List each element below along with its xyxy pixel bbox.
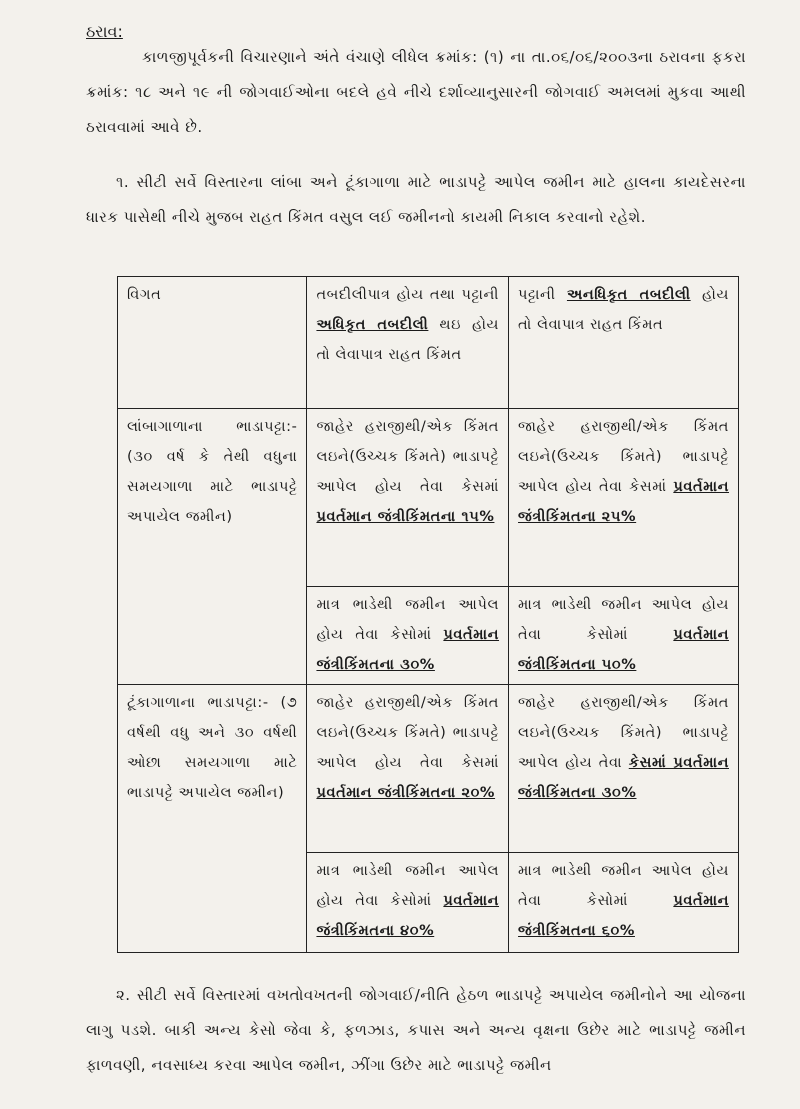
short-term-rent-unauthorized-cell bbox=[509, 853, 739, 953]
cell-underlined-rate: પ્રવર્તમાન જંત્રીકિંમતના ૧૫% bbox=[316, 509, 495, 525]
clause-2-paragraph: ૨. સીટી સર્વે વિસ્તારમાં વખતોવખતની જોગવાઈ/નીતિ હેઠળ ભાડાપટ્ટે અપાયેલ જમીનોને આ યોજના લાગુ પડશે. બાકી અન્ય કેસો જેવા કે, ફળઝાડ, કપાસ અને અન્ય વૃક્ષના ઉછેર માટે ભાડાપટ્ટે જમીન ફાળવણી, નવસાધ્ય કરવા આપેલ જમીન, ઝીંગા ઉછેર માટે ભાડાપટ્ટે જમીન bbox=[86, 986, 746, 1074]
short-term-auction-authorized-cell bbox=[307, 685, 509, 853]
header-detail-text: વિગત bbox=[127, 287, 162, 303]
cell-underlined-rate: પ્રવર્તમાન જંત્રીકિંમતના ૪૦% bbox=[316, 893, 500, 939]
long-term-label-cell bbox=[118, 409, 307, 685]
header-unauthorized-cell bbox=[509, 277, 739, 409]
cell-underlined-rate: પ્રવર્તમાન જંત્રીકિંમતના ૨૦% bbox=[316, 785, 496, 801]
short-term-auction-unauthorized-cell bbox=[509, 685, 739, 853]
short-term-rent-authorized-cell bbox=[307, 853, 509, 953]
cell-text: જાહેર હરાજીથી/એક કિંમત લઇને(ઉચ્ચક કિંમતે) ભાડાપટ્ટે આપેલ હોય તેવા કેસમાં bbox=[518, 419, 729, 495]
long-term-auction-authorized-cell bbox=[307, 409, 509, 587]
clause-1-paragraph: ૧. સીટી સર્વે વિસ્તારના લાંબા અને ટૂંકાગાળા માટે ભાડાપટ્ટે આપેલ જમીન માટે હાલના કાયદેસરના ધારક પાસેથી નીચે મુજબ રાહત કિંમત વસુલ લઈ જમીનનો કાયમી નિકાલ કરવાનો રહેશે. bbox=[86, 173, 746, 226]
header-authorized-cell bbox=[307, 277, 509, 409]
header-authorized-underlined: અધિકૃત તબદીલી bbox=[316, 317, 429, 333]
cell-underlined-rate: કેસમાં પ્રવર્તમાન જંત્રીકિંમતના ૩૦% bbox=[518, 755, 729, 801]
long-term-label: લાંબાગાળાના ભાડાપટ્ટા:- (૩૦ વર્ષ કે તેથી વધુના સમયગાળા માટે ભાડાપટ્ટે અપાયેલ જમીન) bbox=[127, 419, 298, 525]
long-term-rent-authorized-cell bbox=[307, 587, 509, 685]
cell-text: માત્ર ભાડેથી જમીન આપેલ હોય તેવા કેસોમાં bbox=[518, 597, 729, 643]
cell-text: જાહેર હરાજીથી/એક કિંમત લઇને(ઉચ્ચક કિંમતે) ભાડાપટ્ટે આપેલ હોય તેવા કેસમાં bbox=[316, 419, 500, 495]
resolution-heading: ઠરાવ: bbox=[86, 22, 123, 41]
cell-text: જાહેર હરાજીથી/એક કિંમત લઇને(ઉચ્ચક કિંમતે) ભાડાપટ્ટે આપેલ હોય તેવા કેસમાં bbox=[316, 695, 500, 771]
cell-text: માત્ર ભાડેથી જમીન આપેલ હોય તેવા કેસોમાં bbox=[316, 863, 500, 909]
header-unauthorized-underlined: અનધિકૃત તબદીલી bbox=[566, 287, 691, 303]
cell-text: જાહેર હરાજીથી/એક કિંમત લઇને(ઉચ્ચક કિંમતે) ભાડાપટ્ટે આપેલ હોય તેવા bbox=[518, 695, 729, 771]
long-term-rent-unauthorized-cell bbox=[509, 587, 739, 685]
header-unauthorized-post: હોય તો લેવાપાત્ર રાહત કિંમત bbox=[518, 287, 729, 333]
cell-text: માત્ર ભાડેથી જમીન આપેલ હોય તેવા કેસોમાં bbox=[316, 597, 500, 643]
table-header-row bbox=[118, 277, 739, 409]
long-term-auction-unauthorized-cell bbox=[509, 409, 739, 587]
table-row bbox=[118, 409, 739, 587]
header-detail-cell bbox=[118, 277, 307, 409]
cell-underlined-rate: પ્રવર્તમાન જંત્રીકિંમતના ૩૦% bbox=[316, 627, 500, 673]
cell-underlined-rate: પ્રવર્તમાન જંત્રીકિંમતના ૫૦% bbox=[518, 627, 729, 673]
header-authorized-post: થઇ હોય તો લેવાપાત્ર રાહત કિંમત bbox=[316, 317, 500, 363]
short-term-label: ટૂંકાગાળાના ભાડાપટ્ટા:- (૭ વર્ષથી વધુ અને ૩૦ વર્ષથી ઓછા સમયગાળા માટે ભાડાપટ્ટે અપાયેલ જમીન) bbox=[127, 695, 298, 801]
table-row bbox=[118, 685, 739, 853]
short-term-label-cell bbox=[118, 685, 307, 953]
cell-underlined-rate: પ્રવર્તમાન જંત્રીકિંમતના ૨૫% bbox=[518, 479, 729, 525]
cell-text: માત્ર ભાડેથી જમીન આપેલ હોય તેવા કેસોમાં bbox=[518, 863, 729, 909]
header-unauthorized-pre: પટ્ટાની bbox=[518, 287, 567, 303]
header-authorized-pre: તબદીલીપાત્ર હોય તથા પટ્ટાની bbox=[316, 287, 500, 303]
intro-paragraph: કાળજીપૂર્વકની વિચારણાને અંતે વંચાણે લીધેલ ક્રમાંક: (૧) ના તા.૦૬/૦૬/૨૦૦૩ના ઠરાવના ફકરા ક્રમાંક: ૧૮ અને ૧૯ ની જોગવાઈઓના બદલે હવે નીચે દર્શાવ્યાનુસારની જોગવાઈ અમલમાં મુકવા આથી ઠરાવવામાં આવે છે. bbox=[86, 48, 746, 136]
relief-price-table bbox=[117, 276, 739, 953]
cell-underlined-rate: પ્રવર્તમાન જંત્રીકિંમતના ૬૦% bbox=[518, 893, 729, 939]
